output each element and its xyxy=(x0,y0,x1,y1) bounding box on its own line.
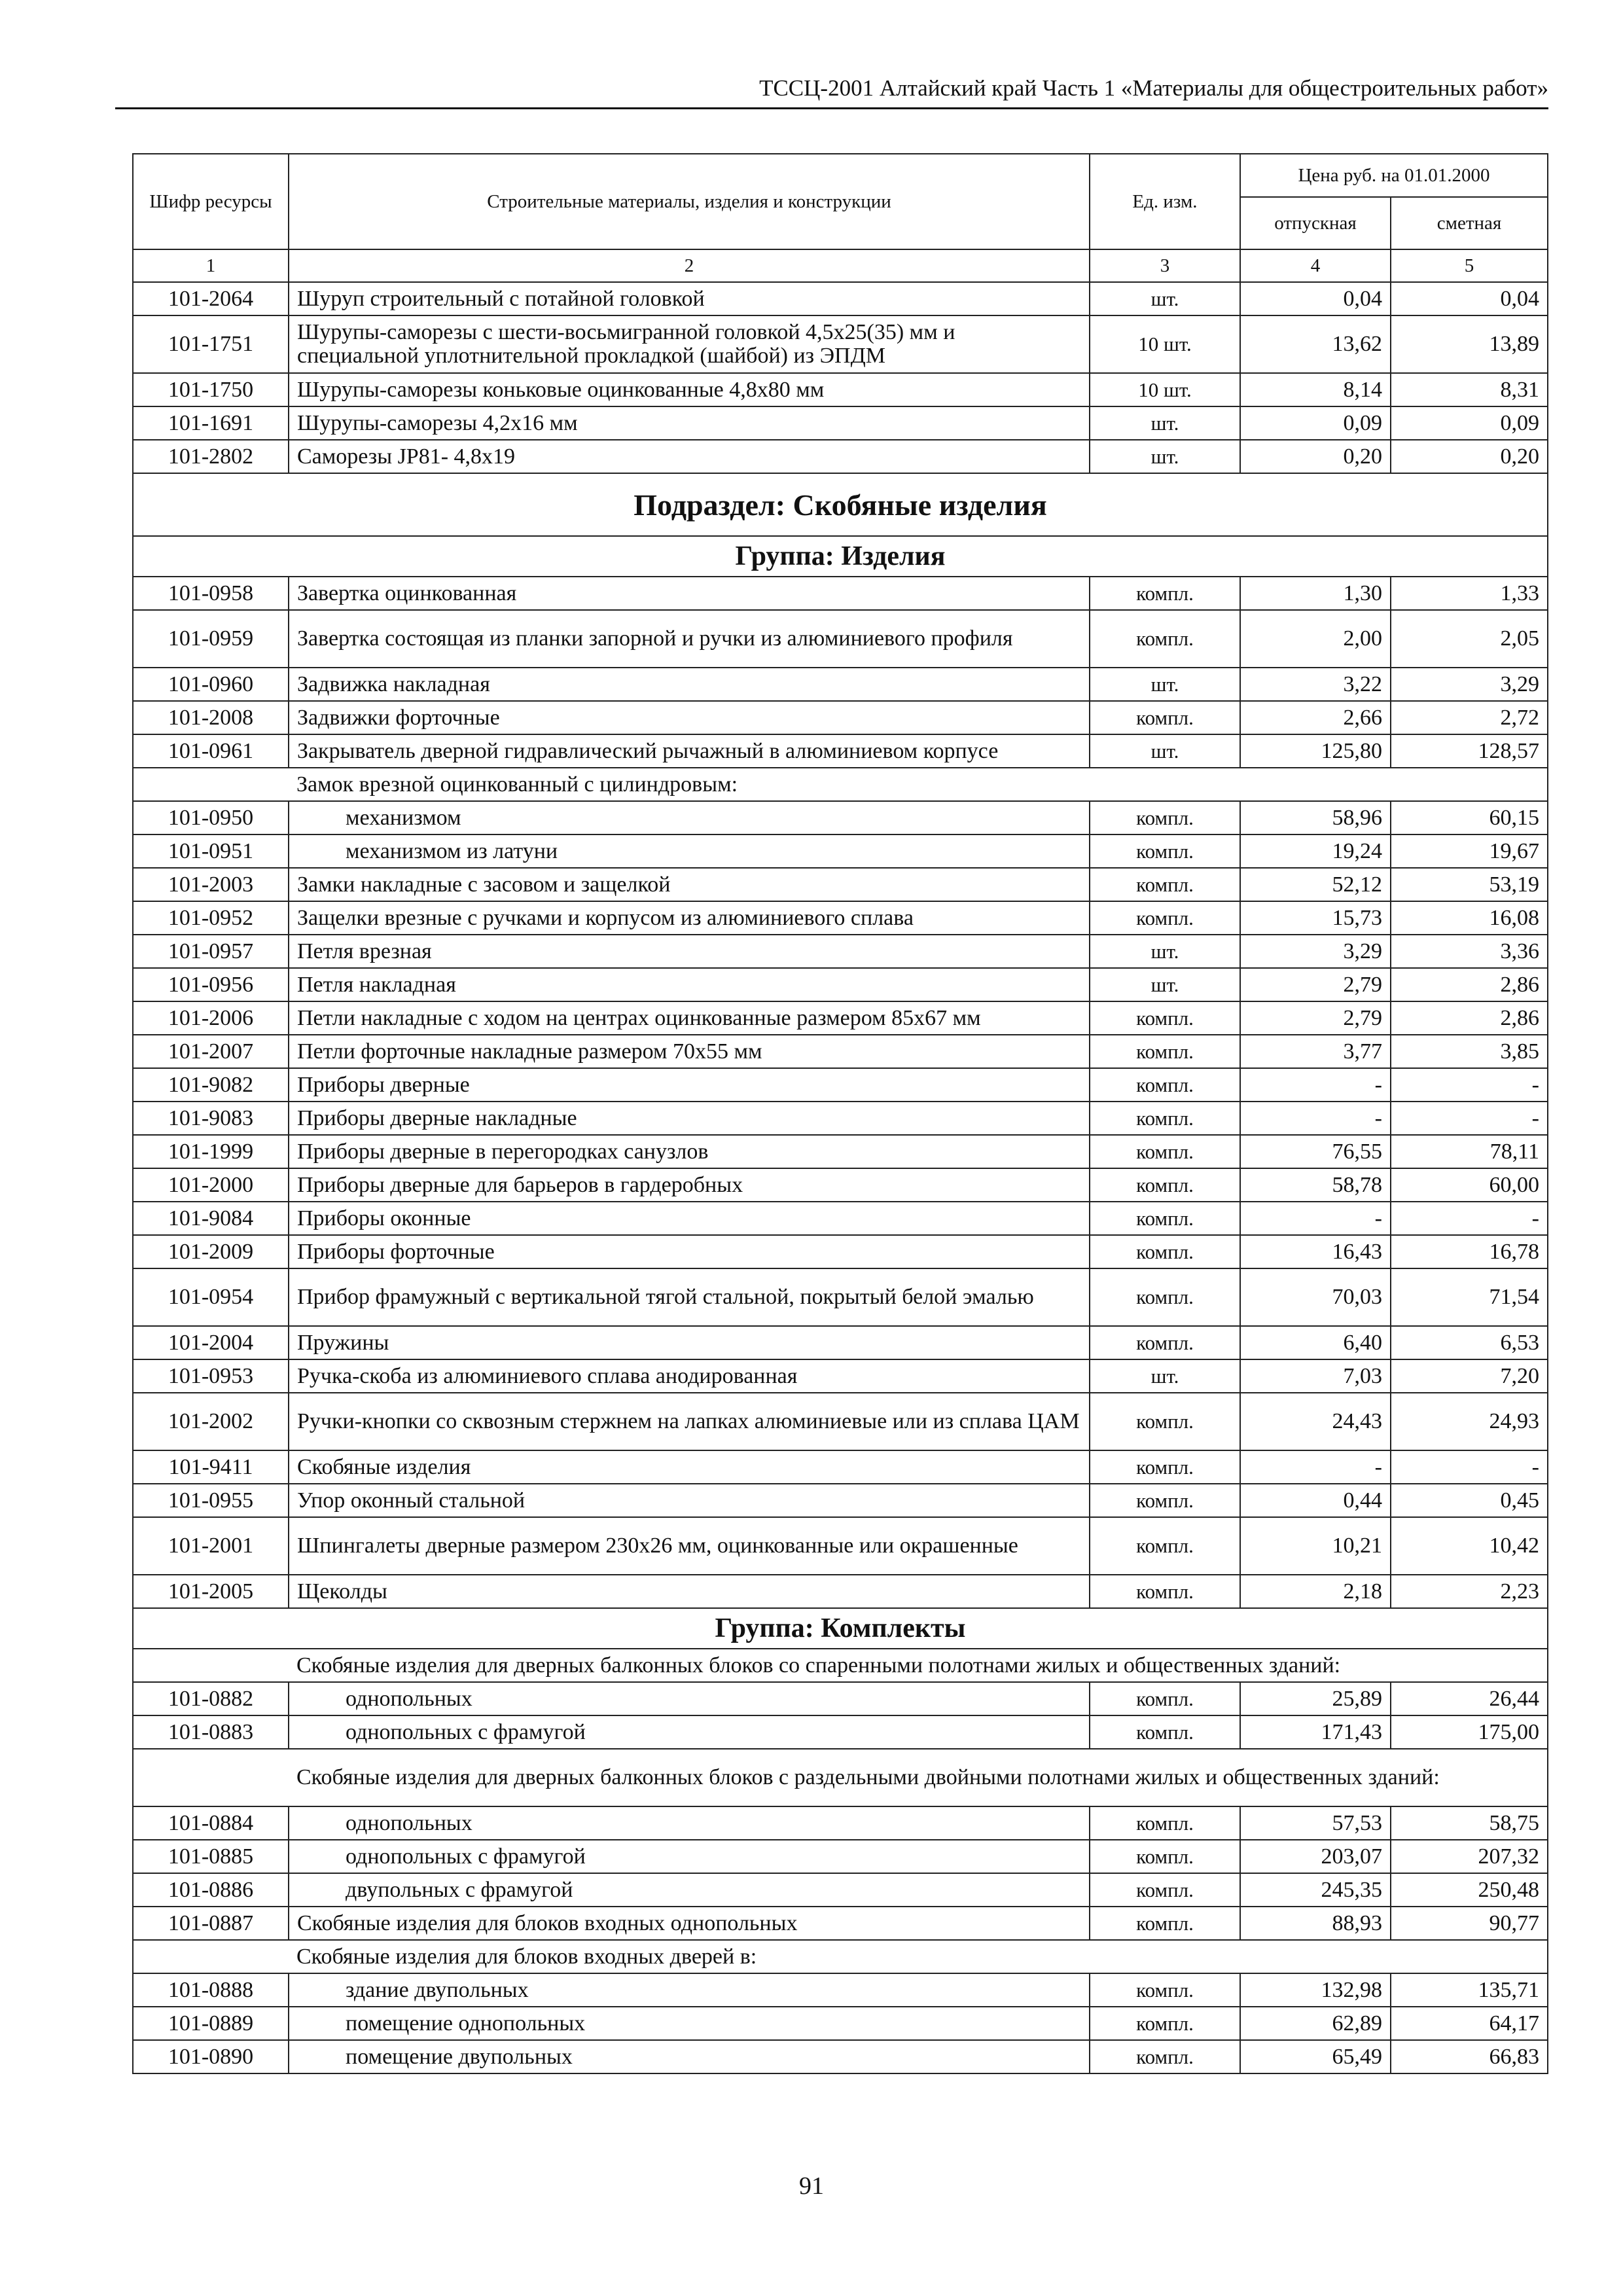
column-number: 1 xyxy=(133,249,289,282)
price-estimate: 1,33 xyxy=(1391,577,1548,610)
resource-code: 101-1750 xyxy=(133,373,289,406)
material-name: помещение однопольных xyxy=(289,2007,1090,2040)
price-release: - xyxy=(1240,1450,1391,1484)
price-estimate: 60,00 xyxy=(1391,1168,1548,1202)
price-release: 7,03 xyxy=(1240,1359,1391,1393)
material-name: Щеколды xyxy=(289,1575,1090,1608)
resource-code: 101-0958 xyxy=(133,577,289,610)
price-estimate: 0,09 xyxy=(1391,406,1548,440)
price-release: 0,44 xyxy=(1240,1484,1391,1517)
resource-code: 101-2008 xyxy=(133,701,289,734)
price-release: 2,79 xyxy=(1240,1001,1391,1035)
price-release: 2,00 xyxy=(1240,610,1391,668)
table-row xyxy=(133,577,1548,610)
table-row xyxy=(133,2007,1548,2040)
unit-cell: шт. xyxy=(1090,282,1240,315)
intro-text: Скобяные изделия для дверных балконных блоков с раздельными двойными полотнами жилых и общественных зданий: xyxy=(289,1749,1548,1806)
table-row xyxy=(133,701,1548,734)
price-release: 10,21 xyxy=(1240,1517,1391,1575)
resource-code: 101-0887 xyxy=(133,1907,289,1940)
price-estimate: 2,86 xyxy=(1391,1001,1548,1035)
table-row xyxy=(133,406,1548,440)
material-name: механизмом из латуни xyxy=(289,834,1090,868)
intro-code-cell xyxy=(133,1749,289,1806)
resource-code: 101-0959 xyxy=(133,610,289,668)
unit-cell: компл. xyxy=(1090,1484,1240,1517)
price-release: 88,93 xyxy=(1240,1907,1391,1940)
subsection-row xyxy=(133,473,1548,536)
table-row xyxy=(133,1806,1548,1840)
unit-cell: компл. xyxy=(1090,1102,1240,1135)
price-estimate: 135,71 xyxy=(1391,1973,1548,2007)
intro-row xyxy=(133,768,1548,801)
price-release: 2,79 xyxy=(1240,968,1391,1001)
resource-code: 101-9411 xyxy=(133,1450,289,1484)
resource-code: 101-0952 xyxy=(133,901,289,935)
price-release: 65,49 xyxy=(1240,2040,1391,2073)
price-estimate: - xyxy=(1391,1102,1548,1135)
table-row xyxy=(133,801,1548,834)
price-estimate: - xyxy=(1391,1068,1548,1102)
table-row xyxy=(133,1168,1548,1202)
unit-cell: шт. xyxy=(1090,968,1240,1001)
price-estimate: - xyxy=(1391,1450,1548,1484)
subsection-title: Подраздел: Скобяные изделия xyxy=(133,473,1548,536)
price-estimate: 53,19 xyxy=(1391,868,1548,901)
resource-code: 101-1999 xyxy=(133,1135,289,1168)
price-release: 70,03 xyxy=(1240,1268,1391,1326)
table-row xyxy=(133,834,1548,868)
table-row xyxy=(133,935,1548,968)
price-release: 57,53 xyxy=(1240,1806,1391,1840)
price-release: - xyxy=(1240,1068,1391,1102)
page-number: 91 xyxy=(799,2172,824,2200)
unit-cell: компл. xyxy=(1090,1001,1240,1035)
material-name: Шпингалеты дверные размером 230х26 мм, оцинкованные или окрашенные xyxy=(289,1517,1090,1575)
group-row xyxy=(133,1608,1548,1649)
price-release: 2,18 xyxy=(1240,1575,1391,1608)
resource-code: 101-0953 xyxy=(133,1359,289,1393)
resource-code: 101-0883 xyxy=(133,1715,289,1749)
material-name: Прибор фрамужный с вертикальной тягой стальной, покрытый белой эмалью xyxy=(289,1268,1090,1326)
resource-code: 101-1751 xyxy=(133,315,289,373)
price-estimate: 16,08 xyxy=(1391,901,1548,935)
price-release: 8,14 xyxy=(1240,373,1391,406)
price-estimate: 19,67 xyxy=(1391,834,1548,868)
header-name: Строительные материалы, изделия и конструкции xyxy=(289,154,1090,249)
materials-price-table xyxy=(132,153,1548,2074)
price-release: - xyxy=(1240,1202,1391,1235)
column-number: 3 xyxy=(1090,249,1240,282)
unit-cell: шт. xyxy=(1090,440,1240,473)
unit-cell: компл. xyxy=(1090,1840,1240,1873)
price-estimate: - xyxy=(1391,1202,1548,1235)
price-estimate: 78,11 xyxy=(1391,1135,1548,1168)
group-title: Группа: Изделия xyxy=(133,536,1548,577)
resource-code: 101-0882 xyxy=(133,1682,289,1715)
price-release: 15,73 xyxy=(1240,901,1391,935)
material-name: Пружины xyxy=(289,1326,1090,1359)
price-release: 16,43 xyxy=(1240,1235,1391,1268)
material-name: Приборы дверные в перегородках санузлов xyxy=(289,1135,1090,1168)
price-release: 6,40 xyxy=(1240,1326,1391,1359)
material-name: Приборы дверные накладные xyxy=(289,1102,1090,1135)
intro-row xyxy=(133,1749,1548,1806)
resource-code: 101-2007 xyxy=(133,1035,289,1068)
column-number: 4 xyxy=(1240,249,1391,282)
price-estimate: 207,32 xyxy=(1391,1840,1548,1873)
price-release: 62,89 xyxy=(1240,2007,1391,2040)
unit-cell: компл. xyxy=(1090,1268,1240,1326)
material-name: Петли форточные накладные размером 70х55 мм xyxy=(289,1035,1090,1068)
price-estimate: 26,44 xyxy=(1391,1682,1548,1715)
price-release: 76,55 xyxy=(1240,1135,1391,1168)
price-estimate: 0,45 xyxy=(1391,1484,1548,1517)
price-estimate: 175,00 xyxy=(1391,1715,1548,1749)
price-release: 3,77 xyxy=(1240,1035,1391,1068)
table-row xyxy=(133,373,1548,406)
price-estimate: 3,85 xyxy=(1391,1035,1548,1068)
resource-code: 101-2006 xyxy=(133,1001,289,1035)
table-row xyxy=(133,668,1548,701)
unit-cell: компл. xyxy=(1090,2040,1240,2073)
price-release: 245,35 xyxy=(1240,1873,1391,1907)
resource-code: 101-0961 xyxy=(133,734,289,768)
material-name: Закрыватель дверной гидравлический рычажный в алюминиевом корпусе xyxy=(289,734,1090,768)
column-number: 2 xyxy=(289,249,1090,282)
unit-cell: компл. xyxy=(1090,1135,1240,1168)
material-name: Скобяные изделия xyxy=(289,1450,1090,1484)
unit-cell: компл. xyxy=(1090,2007,1240,2040)
price-estimate: 64,17 xyxy=(1391,2007,1548,2040)
intro-row xyxy=(133,1940,1548,1973)
table-row xyxy=(133,315,1548,373)
table-row xyxy=(133,734,1548,768)
price-estimate: 10,42 xyxy=(1391,1517,1548,1575)
table-row xyxy=(133,1068,1548,1102)
unit-cell: компл. xyxy=(1090,1873,1240,1907)
group-row xyxy=(133,536,1548,577)
price-release: 0,09 xyxy=(1240,406,1391,440)
material-name: помещение двупольных xyxy=(289,2040,1090,2073)
price-release: 24,43 xyxy=(1240,1393,1391,1450)
intro-code-cell xyxy=(133,1940,289,1973)
unit-cell: компл. xyxy=(1090,1168,1240,1202)
unit-cell: шт. xyxy=(1090,1359,1240,1393)
price-release: 132,98 xyxy=(1240,1973,1391,2007)
price-estimate: 2,72 xyxy=(1391,701,1548,734)
price-estimate: 90,77 xyxy=(1391,1907,1548,1940)
resource-code: 101-0888 xyxy=(133,1973,289,2007)
price-estimate: 13,89 xyxy=(1391,315,1548,373)
price-release: 58,96 xyxy=(1240,801,1391,834)
unit-cell: компл. xyxy=(1090,1235,1240,1268)
material-name: Приборы форточные xyxy=(289,1235,1090,1268)
table-row xyxy=(133,282,1548,315)
material-name: Приборы оконные xyxy=(289,1202,1090,1235)
price-release: 0,04 xyxy=(1240,282,1391,315)
price-estimate: 66,83 xyxy=(1391,2040,1548,2073)
material-name: Саморезы JP81- 4,8х19 xyxy=(289,440,1090,473)
price-release: 3,22 xyxy=(1240,668,1391,701)
material-name: однопольных xyxy=(289,1806,1090,1840)
material-name: Шурупы-саморезы коньковые оцинкованные 4,8х80 мм xyxy=(289,373,1090,406)
unit-cell: шт. xyxy=(1090,734,1240,768)
table-row xyxy=(133,1268,1548,1326)
material-name: Скобяные изделия для блоков входных однопольных xyxy=(289,1907,1090,1940)
price-release: - xyxy=(1240,1102,1391,1135)
unit-cell: шт. xyxy=(1090,406,1240,440)
intro-text: Скобяные изделия для блоков входных дверей в: xyxy=(289,1940,1548,1973)
resource-code: 101-0885 xyxy=(133,1840,289,1873)
unit-cell: компл. xyxy=(1090,868,1240,901)
material-name: Замки накладные с засовом и защелкой xyxy=(289,868,1090,901)
price-estimate: 3,36 xyxy=(1391,935,1548,968)
table-row xyxy=(133,1682,1548,1715)
header-price-release: отпускная xyxy=(1240,197,1391,249)
price-release: 58,78 xyxy=(1240,1168,1391,1202)
resource-code: 101-2009 xyxy=(133,1235,289,1268)
resource-code: 101-9083 xyxy=(133,1102,289,1135)
unit-cell: компл. xyxy=(1090,1575,1240,1608)
table-row xyxy=(133,1484,1548,1517)
header-unit: Ед. изм. xyxy=(1090,154,1240,249)
table-body xyxy=(133,282,1548,2073)
unit-cell: компл. xyxy=(1090,1806,1240,1840)
table-row xyxy=(133,901,1548,935)
table-row xyxy=(133,1202,1548,1235)
material-name: Шурупы-саморезы 4,2х16 мм xyxy=(289,406,1090,440)
header-code: Шифр ресурсы xyxy=(133,154,289,249)
resource-code: 101-9082 xyxy=(133,1068,289,1102)
unit-cell: 10 шт. xyxy=(1090,315,1240,373)
table-row xyxy=(133,1035,1548,1068)
material-name: однопольных с фрамугой xyxy=(289,1715,1090,1749)
table-row xyxy=(133,1102,1548,1135)
price-estimate: 7,20 xyxy=(1391,1359,1548,1393)
resource-code: 101-0889 xyxy=(133,2007,289,2040)
price-estimate: 58,75 xyxy=(1391,1806,1548,1840)
price-release: 3,29 xyxy=(1240,935,1391,968)
table-row xyxy=(133,1973,1548,2007)
table-row xyxy=(133,1359,1548,1393)
unit-cell: компл. xyxy=(1090,801,1240,834)
resource-code: 101-2004 xyxy=(133,1326,289,1359)
price-estimate: 128,57 xyxy=(1391,734,1548,768)
header-price: Цена руб. на 01.01.2000 xyxy=(1240,154,1548,197)
resource-code: 101-0954 xyxy=(133,1268,289,1326)
material-name: Завертка состоящая из планки запорной и ручки из алюминиевого профиля xyxy=(289,610,1090,668)
table-row xyxy=(133,1001,1548,1035)
price-estimate: 60,15 xyxy=(1391,801,1548,834)
price-estimate: 2,23 xyxy=(1391,1575,1548,1608)
material-name: Шуруп строительный с потайной головкой xyxy=(289,282,1090,315)
material-name: двупольных с фрамугой xyxy=(289,1873,1090,1907)
material-name: здание двупольных xyxy=(289,1973,1090,2007)
resource-code: 101-2002 xyxy=(133,1393,289,1450)
unit-cell: шт. xyxy=(1090,935,1240,968)
material-name: Петли накладные с ходом на центрах оцинкованные размером 85х67 мм xyxy=(289,1001,1090,1035)
unit-cell: компл. xyxy=(1090,1326,1240,1359)
price-release: 1,30 xyxy=(1240,577,1391,610)
price-release: 19,24 xyxy=(1240,834,1391,868)
resource-code: 101-2005 xyxy=(133,1575,289,1608)
unit-cell: компл. xyxy=(1090,1907,1240,1940)
table-row xyxy=(133,1575,1548,1608)
table-row xyxy=(133,1840,1548,1873)
table-row xyxy=(133,1235,1548,1268)
price-estimate: 16,78 xyxy=(1391,1235,1548,1268)
price-release: 2,66 xyxy=(1240,701,1391,734)
column-numbers-row xyxy=(133,249,1548,282)
unit-cell: компл. xyxy=(1090,1715,1240,1749)
unit-cell: компл. xyxy=(1090,701,1240,734)
resource-code: 101-0950 xyxy=(133,801,289,834)
unit-cell: компл. xyxy=(1090,577,1240,610)
material-name: однопольных xyxy=(289,1682,1090,1715)
price-release: 13,62 xyxy=(1240,315,1391,373)
material-name: Ручки-кнопки со сквозным стержнем на лапках алюминиевые или из сплава ЦАМ xyxy=(289,1393,1090,1450)
material-name: Задвижка накладная xyxy=(289,668,1090,701)
intro-code-cell xyxy=(133,1649,289,1682)
price-release: 25,89 xyxy=(1240,1682,1391,1715)
unit-cell: компл. xyxy=(1090,1068,1240,1102)
resource-code: 101-0956 xyxy=(133,968,289,1001)
table-row xyxy=(133,1715,1548,1749)
price-release: 203,07 xyxy=(1240,1840,1391,1873)
price-estimate: 6,53 xyxy=(1391,1326,1548,1359)
resource-code: 101-2001 xyxy=(133,1517,289,1575)
resource-code: 101-2003 xyxy=(133,868,289,901)
table-row xyxy=(133,1517,1548,1575)
resource-code: 101-2802 xyxy=(133,440,289,473)
resource-code: 101-2000 xyxy=(133,1168,289,1202)
price-estimate: 250,48 xyxy=(1391,1873,1548,1907)
column-number: 5 xyxy=(1391,249,1548,282)
table-row xyxy=(133,968,1548,1001)
unit-cell: 10 шт. xyxy=(1090,373,1240,406)
resource-code: 101-2064 xyxy=(133,282,289,315)
price-release: 171,43 xyxy=(1240,1715,1391,1749)
resource-code: 101-0951 xyxy=(133,834,289,868)
material-name: Упор оконный стальной xyxy=(289,1484,1090,1517)
price-release: 52,12 xyxy=(1240,868,1391,901)
price-estimate: 71,54 xyxy=(1391,1268,1548,1326)
group-title: Группа: Комплекты xyxy=(133,1608,1548,1649)
table-row xyxy=(133,1326,1548,1359)
resource-code: 101-0886 xyxy=(133,1873,289,1907)
price-estimate: 24,93 xyxy=(1391,1393,1548,1450)
unit-cell: шт. xyxy=(1090,668,1240,701)
resource-code: 101-0884 xyxy=(133,1806,289,1840)
material-name: Петля врезная xyxy=(289,935,1090,968)
table-row xyxy=(133,1873,1548,1907)
material-name: однопольных с фрамугой xyxy=(289,1840,1090,1873)
intro-text: Замок врезной оцинкованный с цилиндровым: xyxy=(289,768,1548,801)
material-name: Шурупы-саморезы с шести-восьмигранной головкой 4,5х25(35) мм и специальной уплотнительной прокладкой (шайбой) из ЭПДМ xyxy=(289,315,1090,373)
unit-cell: компл. xyxy=(1090,1035,1240,1068)
price-release: 125,80 xyxy=(1240,734,1391,768)
table-row xyxy=(133,1393,1548,1450)
material-name: Завертка оцинкованная xyxy=(289,577,1090,610)
resource-code: 101-0955 xyxy=(133,1484,289,1517)
running-header: ТССЦ-2001 Алтайский край Часть 1 «Материалы для общестроительных работ» xyxy=(115,73,1548,109)
intro-code-cell xyxy=(133,768,289,801)
price-release: 0,20 xyxy=(1240,440,1391,473)
material-name: механизмом xyxy=(289,801,1090,834)
price-estimate: 8,31 xyxy=(1391,373,1548,406)
price-estimate: 3,29 xyxy=(1391,668,1548,701)
material-name: Ручка-скоба из алюминиевого сплава анодированная xyxy=(289,1359,1090,1393)
table-row xyxy=(133,2040,1548,2073)
table-row xyxy=(133,1907,1548,1940)
unit-cell: компл. xyxy=(1090,1202,1240,1235)
header-price-estimate: сметная xyxy=(1391,197,1548,249)
material-name: Защелки врезные с ручками и корпусом из алюминиевого сплава xyxy=(289,901,1090,935)
unit-cell: компл. xyxy=(1090,1682,1240,1715)
intro-text: Скобяные изделия для дверных балконных блоков со спаренными полотнами жилых и общественных зданий: xyxy=(289,1649,1548,1682)
unit-cell: компл. xyxy=(1090,1517,1240,1575)
unit-cell: компл. xyxy=(1090,834,1240,868)
resource-code: 101-0957 xyxy=(133,935,289,968)
unit-cell: компл. xyxy=(1090,1393,1240,1450)
table-row xyxy=(133,1450,1548,1484)
resource-code: 101-0890 xyxy=(133,2040,289,2073)
price-estimate: 0,20 xyxy=(1391,440,1548,473)
table-row xyxy=(133,1135,1548,1168)
table-row xyxy=(133,868,1548,901)
unit-cell: компл. xyxy=(1090,1450,1240,1484)
resource-code: 101-9084 xyxy=(133,1202,289,1235)
material-name: Приборы дверные xyxy=(289,1068,1090,1102)
unit-cell: компл. xyxy=(1090,610,1240,668)
table-row xyxy=(133,440,1548,473)
resource-code: 101-0960 xyxy=(133,668,289,701)
material-name: Задвижки форточные xyxy=(289,701,1090,734)
unit-cell: компл. xyxy=(1090,901,1240,935)
resource-code: 101-1691 xyxy=(133,406,289,440)
price-estimate: 0,04 xyxy=(1391,282,1548,315)
intro-row xyxy=(133,1649,1548,1682)
price-estimate: 2,05 xyxy=(1391,610,1548,668)
table-row xyxy=(133,610,1548,668)
material-name: Приборы дверные для барьеров в гардеробных xyxy=(289,1168,1090,1202)
unit-cell: компл. xyxy=(1090,1973,1240,2007)
material-name: Петля накладная xyxy=(289,968,1090,1001)
price-estimate: 2,86 xyxy=(1391,968,1548,1001)
